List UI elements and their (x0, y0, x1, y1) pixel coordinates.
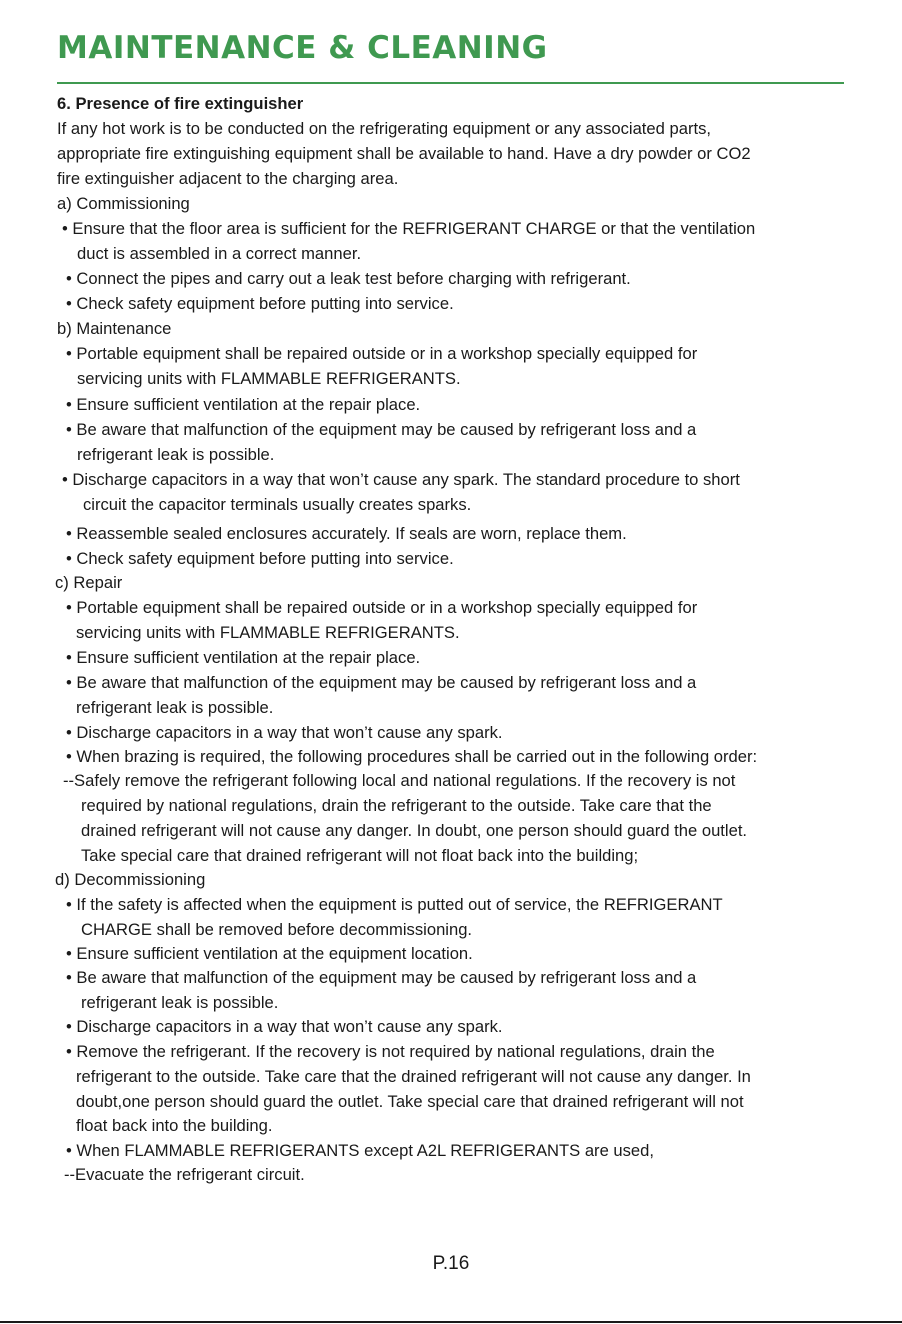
sub-list-item: --Safely remove the refrigerant following local and national regulations. If the recovery is not (63, 771, 736, 790)
subsection-heading-maintenance: b) Maintenance (57, 319, 172, 338)
section-heading: 6. Presence of fire extinguisher (57, 94, 304, 113)
list-item: • Discharge capacitors in a way that won’t cause any spark. The standard procedure to short (62, 470, 740, 489)
list-item-continuation: servicing units with FLAMMABLE REFRIGERANTS. (77, 369, 461, 388)
list-item-continuation: float back into the building. (76, 1116, 273, 1135)
paragraph-line: fire extinguisher adjacent to the charging area. (57, 169, 399, 188)
list-item: • Ensure sufficient ventilation at the repair place. (66, 395, 421, 414)
list-item: • Remove the refrigerant. If the recovery is not required by national regulations, drain the (66, 1042, 715, 1061)
list-item-continuation: CHARGE shall be removed before decommissioning. (81, 920, 473, 939)
subsection-heading-commissioning: a) Commissioning (57, 194, 190, 213)
list-item-continuation: circuit the capacitor terminals usually creates sparks. (83, 495, 472, 514)
sub-list-item: --Evacuate the refrigerant circuit. (64, 1165, 305, 1184)
list-item: • Check safety equipment before putting into service. (66, 549, 454, 568)
list-item: • Portable equipment shall be repaired outside or in a workshop specially equipped for (66, 344, 698, 363)
list-item: • When FLAMMABLE REFRIGERANTS except A2L REFRIGERANTS are used, (66, 1141, 654, 1160)
list-item-continuation: duct is assembled in a correct manner. (77, 244, 362, 263)
list-item: • Be aware that malfunction of the equipment may be caused by refrigerant loss and a (66, 968, 697, 987)
list-item: • Portable equipment shall be repaired outside or in a workshop specially equipped for (66, 598, 698, 617)
sub-list-item-continuation: Take special care that drained refrigerant will not float back into the building; (81, 846, 639, 865)
list-item-continuation: refrigerant leak is possible. (81, 993, 279, 1012)
list-item: • Reassemble sealed enclosures accurately. If seals are worn, replace them. (66, 524, 627, 543)
list-item-continuation: refrigerant to the outside. Take care that the drained refrigerant will not cause any danger. In (76, 1067, 751, 1086)
list-item: • When brazing is required, the following procedures shall be carried out in the following order: (66, 747, 758, 766)
list-item: • Ensure that the floor area is sufficient for the REFRIGERANT CHARGE or that the ventilation (62, 219, 756, 238)
paragraph-line: If any hot work is to be conducted on the refrigerating equipment or any associated parts, (57, 119, 711, 138)
list-item-continuation: doubt,one person should guard the outlet. Take special care that drained refrigerant will not (76, 1092, 744, 1111)
list-item: • Be aware that malfunction of the equipment may be caused by refrigerant loss and a (66, 673, 697, 692)
page-number: P.16 (432, 1253, 470, 1274)
list-item: • If the safety is affected when the equipment is putted out of service, the REFRIGERANT (66, 895, 723, 914)
list-item: • Ensure sufficient ventilation at the equipment location. (66, 944, 473, 963)
sub-list-item-continuation: drained refrigerant will not cause any danger. In doubt, one person should guard the outlet. (81, 821, 748, 840)
subsection-heading-repair: c) Repair (55, 573, 123, 592)
list-item-continuation: refrigerant leak is possible. (76, 698, 274, 717)
list-item: • Connect the pipes and carry out a leak test before charging with refrigerant. (66, 269, 631, 288)
list-item: • Check safety equipment before putting into service. (66, 294, 454, 313)
list-item-continuation: servicing units with FLAMMABLE REFRIGERANTS. (76, 623, 460, 642)
list-item-continuation: refrigerant leak is possible. (77, 445, 275, 464)
list-item: • Be aware that malfunction of the equipment may be caused by refrigerant loss and a (66, 420, 697, 439)
page-title: MAINTENANCE & CLEANING (57, 30, 548, 66)
paragraph-line: appropriate fire extinguishing equipment shall be available to hand. Have a dry powder or CO2 (57, 144, 751, 163)
bottom-divider (0, 1321, 902, 1323)
title-divider (57, 82, 844, 84)
list-item: • Discharge capacitors in a way that won’t cause any spark. (66, 723, 503, 742)
sub-list-item-continuation: required by national regulations, drain the refrigerant to the outside. Take care that the (81, 796, 712, 815)
subsection-heading-decommissioning: d) Decommissioning (55, 870, 206, 889)
list-item: • Discharge capacitors in a way that won’t cause any spark. (66, 1017, 503, 1036)
list-item: • Ensure sufficient ventilation at the repair place. (66, 648, 421, 667)
